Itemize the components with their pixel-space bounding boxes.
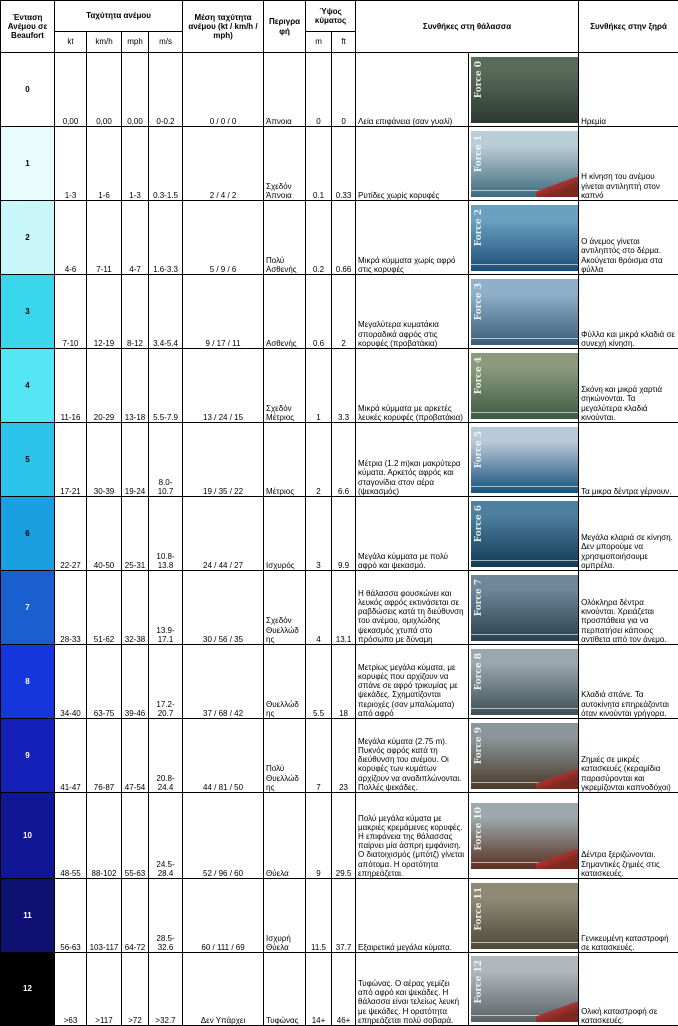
- speed-ms: 1.6-3.3: [149, 201, 183, 275]
- speed-kmh: 88-102: [87, 793, 122, 879]
- beaufort-force: 0: [1, 53, 55, 127]
- beaufort-force: 5: [1, 423, 55, 497]
- land-conditions: Μεγάλα κλαριά σε κίνηση. Δεν μπορούμε να χρησιμοποιήσουμε ομπρέλα.: [579, 497, 678, 571]
- sea-photo-cell: [469, 879, 579, 953]
- wind-description: Σχεδόν Θυελλώδ ης: [264, 571, 306, 645]
- speed-mph: 13-18: [122, 349, 149, 423]
- header-unit-mph: mph: [122, 32, 149, 53]
- sea-conditions: Μεγαλύτερα κυματάκια σποραδικά αφρός στις κορυφές (προβατάκια): [356, 275, 469, 349]
- sea-conditions: Πολύ μεγάλα κύματα με μακριές κρεμάμενες κορυφές. Η επιφάνεια της θάλασσας παίρνει μία άσπρη εμφάνιση. Ο διατοιχισμός (μπότζ) γίνεται απότομα. Η ορατότητα επηρεάζεται.: [356, 793, 469, 879]
- speed-ms: 5.5-7.9: [149, 349, 183, 423]
- mean-speed: 52 / 96 / 60: [183, 793, 264, 879]
- wave-height-m: 2: [306, 423, 332, 497]
- wave-height-ft: 9.9: [332, 497, 356, 571]
- header-land-conditions: Συνθήκες στην ξηρά: [579, 1, 678, 53]
- wind-description: Πολύ Ασθενής: [264, 201, 306, 275]
- sea-photo-cell: [469, 275, 579, 349]
- photo-force-label: Force 4: [474, 357, 484, 394]
- ship-rail: [471, 708, 579, 709]
- photo-force-label: Force 8: [474, 653, 484, 690]
- photo-force-label: Force 0: [474, 61, 484, 98]
- land-conditions: Ζημιές σε μικρές κατασκευές (κεραμίδια παρασύρονται και γκρεμίζονται καπνοδόχοι): [579, 719, 678, 793]
- beaufort-force: 3: [1, 275, 55, 349]
- sea-photo-cell: [469, 645, 579, 719]
- photo-force-label: Force 7: [474, 579, 484, 616]
- speed-mph: 1-3: [122, 127, 149, 201]
- mean-speed: 5 / 9 / 6: [183, 201, 264, 275]
- table-row: [1, 645, 678, 719]
- beaufort-force: 12: [1, 953, 55, 1026]
- ship-rail: [471, 634, 579, 635]
- speed-mph: 19-24: [122, 423, 149, 497]
- sea-conditions: Τυφώνας. Ο αέρας γεμίζει από αφρό και ψεκάδες. Η θάλασσα είναι τελείως λευκή με ψεκάδες. Η ορατότητα επηρεάζεται πολύ σοβαρά.: [356, 953, 469, 1026]
- sea-photo: [471, 956, 579, 1022]
- table-row: [1, 349, 678, 423]
- header-unit-ft: ft: [332, 32, 356, 53]
- mean-speed: 30 / 56 / 35: [183, 571, 264, 645]
- wave-height-ft: 0.66: [332, 201, 356, 275]
- beaufort-force: 4: [1, 349, 55, 423]
- sea-photo: [471, 575, 579, 641]
- beaufort-force: 1: [1, 127, 55, 201]
- ship-deck: [536, 1002, 579, 1022]
- mean-speed: 9 / 17 / 11: [183, 275, 264, 349]
- speed-kt: 0,00: [55, 53, 87, 127]
- wave-height-m: 14+: [306, 953, 332, 1026]
- wave-height-m: 0.1: [306, 127, 332, 201]
- land-conditions: Κλαδιά σπάνε. Τα αυτοκίνητα επηρεάζονται όταν κινούνται γρήγορα.: [579, 645, 678, 719]
- wave-height-ft: 29.5: [332, 793, 356, 879]
- sea-photo: [471, 649, 579, 715]
- beaufort-force: 7: [1, 571, 55, 645]
- sea-conditions: Ρυτίδες χωρίς κορυφές: [356, 127, 469, 201]
- wind-description: Ασθενής: [264, 275, 306, 349]
- speed-kt: 4-6: [55, 201, 87, 275]
- wave-height-ft: 3.3: [332, 349, 356, 423]
- speed-kmh: 7-11: [87, 201, 122, 275]
- ship-deck: [536, 849, 579, 869]
- header-unit-m: m: [306, 32, 332, 53]
- table-row: [1, 571, 678, 645]
- speed-kmh: 40-50: [87, 497, 122, 571]
- wave-height-m: 0: [306, 53, 332, 127]
- speed-ms: 0.3-1.5: [149, 127, 183, 201]
- ship-deck: [536, 177, 579, 197]
- speed-mph: 4-7: [122, 201, 149, 275]
- sea-photo-cell: [469, 53, 579, 127]
- table-row: [1, 953, 678, 1026]
- sea-photo-cell: [469, 719, 579, 793]
- wave-height-ft: 23: [332, 719, 356, 793]
- speed-kt: 17-21: [55, 423, 87, 497]
- ship-rail: [471, 560, 579, 561]
- beaufort-rows: [1, 53, 678, 1026]
- wave-height-ft: 2: [332, 275, 356, 349]
- speed-mph: 55-63: [122, 793, 149, 879]
- wave-height-ft: 13.1: [332, 571, 356, 645]
- speed-ms: 0-0.2: [149, 53, 183, 127]
- speed-kt: 22-27: [55, 497, 87, 571]
- sea-conditions: Μικρά κύμματα χωρίς αφρό στις κορυφές: [356, 201, 469, 275]
- speed-mph: 32-38: [122, 571, 149, 645]
- sea-photo: [471, 205, 579, 271]
- photo-force-label: Force 2: [474, 209, 484, 246]
- header-wave-height: Ύψος κύματος: [306, 1, 356, 32]
- wave-height-m: 3: [306, 497, 332, 571]
- photo-force-label: Force 1: [474, 135, 484, 172]
- wind-description: Άπνοια: [264, 53, 306, 127]
- photo-force-label: Force 6: [474, 505, 484, 542]
- wave-height-ft: 0: [332, 53, 356, 127]
- sea-photo: [471, 723, 579, 789]
- ship-rail: [471, 942, 579, 943]
- wind-description: Ισχυρός: [264, 497, 306, 571]
- wave-height-m: 1: [306, 349, 332, 423]
- speed-kmh: 76-87: [87, 719, 122, 793]
- speed-mph: 25-31: [122, 497, 149, 571]
- sea-photo-cell: [469, 201, 579, 275]
- speed-kt: 28-33: [55, 571, 87, 645]
- land-conditions: Ολόκληρα δέντρα κινούνται. Χρειάζεται προσπάθεια για να περπατήσει κάποιος αντίθετα από τον άνεμο.: [579, 571, 678, 645]
- sea-photo: [471, 501, 579, 567]
- ship-rail: [471, 486, 579, 487]
- speed-kt: 41-47: [55, 719, 87, 793]
- sea-conditions: Μικρά κύμματα με αρκετές λευκές κορυφές (προβατάκια): [356, 349, 469, 423]
- speed-ms: 28.5-32.6: [149, 879, 183, 953]
- photo-force-label: Force 12: [474, 960, 484, 1004]
- wave-height-m: 0.2: [306, 201, 332, 275]
- speed-kmh: >117: [87, 953, 122, 1026]
- speed-ms: 24.5-28.4: [149, 793, 183, 879]
- beaufort-force: 6: [1, 497, 55, 571]
- land-conditions: Ο άνεμος γίνεται αντιληπτός στο δέρμα. Ακούγεται θρόισμα στα φύλλα: [579, 201, 678, 275]
- header-mean-speed: Μέση ταχύτητα ανέμου (kt / km/h / mph): [183, 1, 264, 53]
- beaufort-force: 2: [1, 201, 55, 275]
- speed-kt: 48-55: [55, 793, 87, 879]
- wave-height-m: 0.6: [306, 275, 332, 349]
- wind-description: Θύελα: [264, 793, 306, 879]
- speed-mph: 64-72: [122, 879, 149, 953]
- wind-description: Τυφώνας: [264, 953, 306, 1026]
- speed-mph: 8-12: [122, 275, 149, 349]
- sea-photo: [471, 131, 579, 197]
- wave-height-m: 9: [306, 793, 332, 879]
- beaufort-force: 10: [1, 793, 55, 879]
- speed-mph: 47-54: [122, 719, 149, 793]
- sea-photo: [471, 883, 579, 949]
- mean-speed: 13 / 24 / 15: [183, 349, 264, 423]
- mean-speed: 44 / 81 / 50: [183, 719, 264, 793]
- wind-description: Σχεδόν Μέτριος: [264, 349, 306, 423]
- table-row: [1, 53, 678, 127]
- table-row: [1, 423, 678, 497]
- speed-ms: 13.9-17.1: [149, 571, 183, 645]
- speed-ms: 3.4-5.4: [149, 275, 183, 349]
- land-conditions: Τα μικρα δέντρα γέρνουν.: [579, 423, 678, 497]
- mean-speed: Δεν Υπάρχει: [183, 953, 264, 1026]
- ship-rail: [471, 338, 579, 339]
- photo-force-label: Force 11: [474, 887, 484, 931]
- sea-conditions: Μεγάλα κύμματα με πολύ αφρό και ψεκασμό.: [356, 497, 469, 571]
- wave-height-m: 7: [306, 719, 332, 793]
- speed-kmh: 30-39: [87, 423, 122, 497]
- sea-photo: [471, 353, 579, 419]
- speed-kt: >63: [55, 953, 87, 1026]
- speed-mph: 0,00: [122, 53, 149, 127]
- mean-speed: 0 / 0 / 0: [183, 53, 264, 127]
- speed-kmh: 0,00: [87, 53, 122, 127]
- header-unit-kt: kt: [55, 32, 87, 53]
- wave-height-ft: 0.33: [332, 127, 356, 201]
- speed-kmh: 1-6: [87, 127, 122, 201]
- header-description: Περιγρα φή: [264, 1, 306, 53]
- table-row: [1, 497, 678, 571]
- mean-speed: 2 / 4 / 2: [183, 127, 264, 201]
- land-conditions: Ηρεμία: [579, 53, 678, 127]
- speed-kt: 7-10: [55, 275, 87, 349]
- speed-kmh: 103-117: [87, 879, 122, 953]
- header-unit-kmh: km/h: [87, 32, 122, 53]
- sea-conditions: Η θάλασσα φουσκώνει και λευκός αφρός εκτινάσεται σε ραβδώσεις κατά τη διεύθυνση του ανέμου, ομιχλώδης ψεκασμός χτυπά στο πρόσωπο με δύναμη: [356, 571, 469, 645]
- speed-mph: >72: [122, 953, 149, 1026]
- ship-rail: [471, 412, 579, 413]
- mean-speed: 60 / 111 / 69: [183, 879, 264, 953]
- header-wind-speed: Ταχύτητα ανέμου: [55, 1, 183, 32]
- photo-force-label: Force 10: [474, 807, 484, 851]
- land-conditions: Ολική καταστροφή σε κατασκευές.: [579, 953, 678, 1026]
- wind-description: Θυελλώδ ης: [264, 645, 306, 719]
- wind-description: Σχεδόν Άπνοια: [264, 127, 306, 201]
- speed-kt: 34-40: [55, 645, 87, 719]
- speed-kmh: 20-29: [87, 349, 122, 423]
- table-row: [1, 201, 678, 275]
- table-row: [1, 127, 678, 201]
- sea-conditions: Μεγάλα κύματα (2.75 m). Πυκνός αφρός κατά τη διεύθυνση του ανέμου. Οι κορυφές των κυμάτων αρχίζουν να αναδιπλώνονται. Πολλές ψεκάδες.: [356, 719, 469, 793]
- speed-ms: 17.2-20.7: [149, 645, 183, 719]
- mean-speed: 24 / 44 / 27: [183, 497, 264, 571]
- land-conditions: Σκόνη και μικρά χαρτιά σηκώνονται. Τα μεγαλύτερα κλαδιά κινούνται.: [579, 349, 678, 423]
- sea-conditions: Μέτρια (1.2 m)και μακρύτερα κύματα. Αρκετός αφρός και σταγονίδια στον αέρα (ψεκασμός): [356, 423, 469, 497]
- sea-photo: [471, 57, 579, 123]
- speed-kt: 56-63: [55, 879, 87, 953]
- sea-conditions: Λεία επιφάνεια (σαν γυαλί): [356, 53, 469, 127]
- sea-photo: [471, 803, 579, 869]
- wave-height-m: 4: [306, 571, 332, 645]
- sea-photo-cell: [469, 349, 579, 423]
- sea-conditions: Εξαιρετικά μεγάλα κύματα.: [356, 879, 469, 953]
- table-row: [1, 879, 678, 953]
- speed-ms: 10.8-13.8: [149, 497, 183, 571]
- speed-kmh: 51-62: [87, 571, 122, 645]
- mean-speed: 37 / 68 / 42: [183, 645, 264, 719]
- sea-photo-cell: [469, 953, 579, 1026]
- photo-force-label: Force 9: [474, 727, 484, 764]
- speed-kmh: 12-19: [87, 275, 122, 349]
- wind-description: Ισχυρή Θύελα: [264, 879, 306, 953]
- header-unit-ms: m/s: [149, 32, 183, 53]
- sea-photo: [471, 427, 579, 493]
- header-sea-conditions: Συνθήκες στη θάλασσα: [356, 1, 579, 53]
- ship-deck: [536, 769, 579, 789]
- land-conditions: Φύλλα και μικρά κλαδιά σε συνεχή κίνηση.: [579, 275, 678, 349]
- beaufort-force: 8: [1, 645, 55, 719]
- land-conditions: Δέντρα ξεριζώνονται. Σημαντικές ζημιές στις κατασκευές.: [579, 793, 678, 879]
- header-intensity: Ένταση Ανέμου σε Beaufort: [1, 1, 55, 53]
- sea-photo: [471, 279, 579, 345]
- table-row: [1, 275, 678, 349]
- speed-kmh: 63-75: [87, 645, 122, 719]
- speed-kt: 11-16: [55, 349, 87, 423]
- wave-height-ft: 46+: [332, 953, 356, 1026]
- wind-description: Πολύ Θυελλώδ ης: [264, 719, 306, 793]
- land-conditions: Γενικευμένη καταστροφή σε κατασκευές.: [579, 879, 678, 953]
- mean-speed: 19 / 35 / 22: [183, 423, 264, 497]
- speed-ms: 20.8-24.4: [149, 719, 183, 793]
- speed-ms: >32.7: [149, 953, 183, 1026]
- sea-photo-cell: [469, 127, 579, 201]
- sea-conditions: Μετρίως μεγάλα κύματα, με κορυφές που αρχίζουν να σπάνε σε αφρό τρικυμίας με ψεκάδες. Σχηματίζονται περιοχές (σαν μπαλώματα) από αφρό: [356, 645, 469, 719]
- land-conditions: Η κίνηση του ανέμου γίνεται αντιληπτή στον καπνό: [579, 127, 678, 201]
- wind-description: Μέτριος: [264, 423, 306, 497]
- wave-height-ft: 6.6: [332, 423, 356, 497]
- table-row: [1, 719, 678, 793]
- sea-photo-cell: [469, 571, 579, 645]
- wave-height-m: 11.5: [306, 879, 332, 953]
- sea-photo-cell: [469, 497, 579, 571]
- speed-kt: 1-3: [55, 127, 87, 201]
- wave-height-ft: 18: [332, 645, 356, 719]
- speed-mph: 39-46: [122, 645, 149, 719]
- sea-photo-cell: [469, 793, 579, 879]
- beaufort-force: 11: [1, 879, 55, 953]
- wave-height-m: 5.5: [306, 645, 332, 719]
- speed-ms: 8.0-10.7: [149, 423, 183, 497]
- table-row: [1, 793, 678, 879]
- beaufort-force: 9: [1, 719, 55, 793]
- sea-photo-cell: [469, 423, 579, 497]
- photo-force-label: Force 5: [474, 431, 484, 468]
- ship-rail: [471, 264, 579, 265]
- wave-height-ft: 37.7: [332, 879, 356, 953]
- photo-force-label: Force 3: [474, 283, 484, 320]
